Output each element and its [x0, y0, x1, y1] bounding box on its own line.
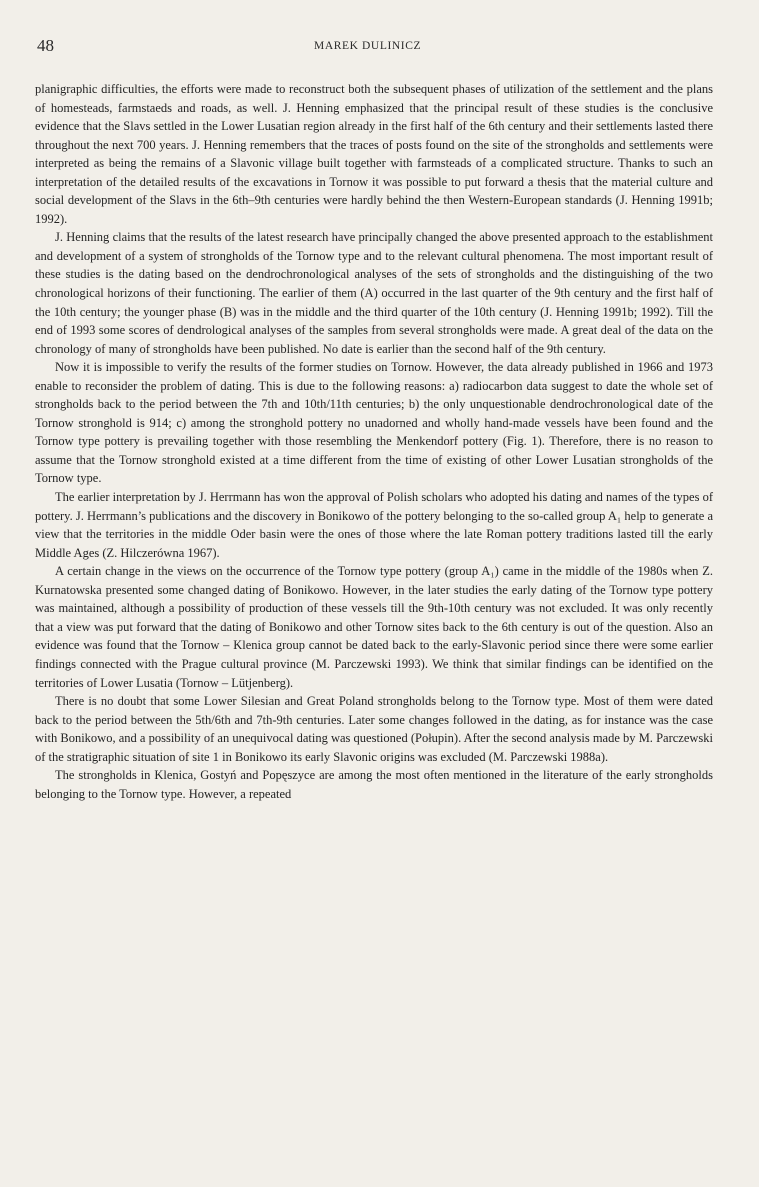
paragraph: planigraphic difficulties, the efforts were made to reconstruct both the subsequent phases of utilization of the settlement and the plans of homesteads, farmstaeds and roads, as well. J. Henning emphasized that the principal result of these studies is the conclusive evidence that the Slavs settled in the Lower Lusatian region already in the first half of the 6th century and their settlements lasted there throughout the next 700 years. J. Henning remembers that the traces of posts found on the site of the strongholds and settlements were interpreted as being the remains of a Slavonic village built together with farmsteads of a complicated structure. Thanks to such an interpretation of the detailed results of the excavations in Tornow it was possible to put forward a thesis that the material culture and social development of the Slavs in the 6th–9th centuries were hardly behind the then Western-European standards (J. Henning 1991b; 1992). — [35, 82, 713, 226]
paragraph: A certain change in the views on the occurrence of the Tornow type pottery (group A₁) came in the middle of the 1980s when Z. Kurnatowska presented some changed dating of Bonikowo. However, in the later studies the early dating of the Tornow type pottery was maintained, although a possibility of production of these vessels till the 9th-10th century was not excluded. It was only recently that a view was put forward that the dating of Bonikowo and other Tornow sites back to the 6th century is out of the question. Also an evidence was found that the Tornow – Klenica group cannot be dated back to the early-Slavonic period since there were some earlier findings connected with the Prague cultural province (M. Parczewski 1993). We think that similar findings can be identified on the territories of Lower Lusatia (Tornow – Lütjenberg). — [35, 564, 713, 690]
body-text — [35, 80, 713, 803]
page-number: 48 — [37, 36, 54, 55]
paragraph: There is no doubt that some Lower Silesian and Great Poland strongholds belong to the Tornow type. Most of them were dated back to the period between the 5th/6th and 7th-9th centuries. Later some changes followed in the dating, as for instance was the case with Bonikowo, and a possibility of an unequivocal dating was questioned (Połupin). After the second analysis made by M. Parczewski of the stratigraphic situation of site 1 in Bonikowo its early Slavonic origins was excluded (M. Parczewski 1988a). — [35, 694, 713, 764]
paragraph: Now it is impossible to verify the results of the former studies on Tornow. However, the data already published in 1966 and 1973 enable to reconsider the problem of dating. This is due to the following reasons: a) radiocarbon data suggest to date the whole set of strongholds back to the period between the 7th and 10th/11th centuries; b) the only unquestionable dendrochronological date of the Tornow stronghold is 914; c) among the stronghold pottery no unadorned and wholly hand-made vessels have been found and the Tornow type pottery is prevailing together with those resembling the Menkendorf pottery (Fig. 1). Therefore, there is no reason to assume that the Tornow stronghold existed at a time different from the time of existing of other Lower Lusatian strongholds of the Tornow type. — [35, 360, 713, 486]
paragraph: The earlier interpretation by J. Herrmann has won the approval of Polish scholars who adopted his dating and names of the types of pottery. J. Herrmann’s publications and the discovery in Bonikowo of the pottery belonging to the so-called group A₁ help to generate a view that the territories in the middle Oder basin were the ones of those where the late Roman pottery traditions lasted till the early Middle Ages (Z. Hilczerówna 1967). — [35, 490, 713, 560]
running-head: MAREK DULINICZ — [314, 40, 422, 52]
paragraph: The strongholds in Klenica, Gostyń and Popęszyce are among the most often mentioned in the literature of the early strongholds belonging to the Tornow type. However, a repeated — [35, 768, 713, 801]
paragraph: J. Henning claims that the results of the latest research have principally changed the above presented approach to the establishment and development of a system of strongholds of the Tornow type and to the relevant cultural phenomena. The most important result of these studies is the dating based on the dendrochronological analyses of the sets of strongholds and the distinguishing of the two chronological horizons of their functioning. The earlier of them (A) occurred in the last quarter of the 9th century and the first half of the 10th century; the younger phase (B) was in the middle and the third quarter of the 10th century (J. Henning 1991b; 1992). Till the end of 1993 some scores of dendrological analyses of the samples from several strongholds were made. A great deal of the data on the chronology of many of strongholds have been published. No date is earlier than the second half of the 9th century. — [35, 230, 713, 356]
